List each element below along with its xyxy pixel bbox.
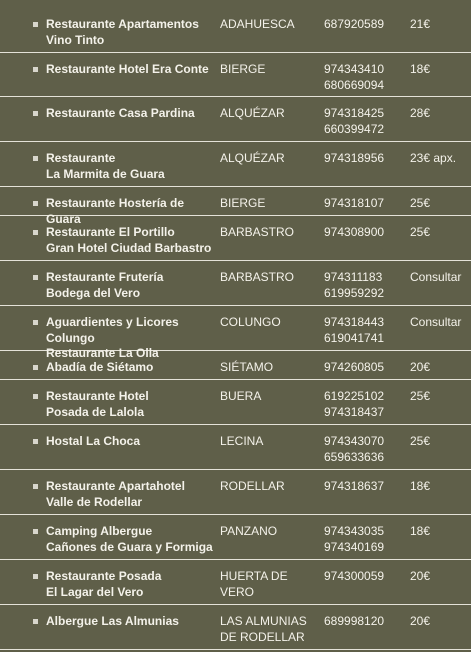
cell-price: 23€ apx. bbox=[410, 151, 457, 165]
cell-town: ALQUÉZAR bbox=[220, 151, 285, 165]
cell-phone: 974318107 bbox=[324, 196, 385, 210]
cell-price: 20€ bbox=[410, 614, 431, 628]
bullet-icon bbox=[33, 529, 38, 534]
table-row bbox=[0, 425, 471, 470]
cell-town: BIERGE bbox=[220, 196, 266, 210]
cell-name: Camping Albergue Cañones de Guara y Formiga bbox=[46, 524, 213, 554]
cell-town: BARBASTRO bbox=[220, 270, 295, 284]
table-row bbox=[0, 261, 471, 306]
cell-price: 20€ bbox=[410, 360, 431, 374]
cell-name: Restaurante Hotel Posada de Lalola bbox=[46, 389, 149, 419]
bullet-icon bbox=[33, 394, 38, 399]
cell-name: Aguardientes y Licores Colungo Restaurante La Olla bbox=[46, 315, 179, 360]
bullet-icon bbox=[33, 574, 38, 579]
cell-name: Restaurante El Portillo Gran Hotel Ciudad Barbastro bbox=[46, 225, 212, 255]
cell-phone: 974318956 bbox=[324, 151, 385, 165]
cell-price: Consultar bbox=[410, 315, 462, 329]
cell-phone: 689998120 bbox=[324, 614, 385, 628]
cell-name: Restaurante Apartahotel Valle de Rodellar bbox=[46, 479, 185, 509]
cell-phone: 974311183 619959292 bbox=[324, 270, 385, 300]
cell-name: Restaurante Frutería Bodega del Vero bbox=[46, 270, 164, 300]
cell-town: BUERA bbox=[220, 389, 262, 403]
cell-town: PANZANO bbox=[220, 524, 278, 538]
table-row bbox=[0, 97, 471, 142]
cell-phone: 974343410 680669094 bbox=[324, 62, 385, 92]
cell-town: ALQUÉZAR bbox=[220, 106, 285, 120]
table-row bbox=[0, 142, 471, 187]
cell-town: ADAHUESCA bbox=[220, 17, 295, 31]
bullet-icon bbox=[33, 439, 38, 444]
cell-phone: 619225102 974318437 bbox=[324, 389, 385, 419]
bullet-icon bbox=[33, 365, 38, 370]
cell-price: 28€ bbox=[410, 106, 431, 120]
cell-name: Albergue Las Almunias bbox=[46, 614, 179, 628]
cell-price: 21€ bbox=[410, 17, 431, 31]
table-row bbox=[0, 605, 471, 650]
table-row bbox=[0, 560, 471, 605]
cell-name: Restaurante La Marmita de Guara bbox=[46, 151, 165, 181]
restaurant-table bbox=[0, 8, 471, 650]
cell-town: LECINA bbox=[220, 434, 264, 448]
cell-name: Restaurante Casa Pardina bbox=[46, 106, 195, 120]
cell-name: Hostal La Choca bbox=[46, 434, 141, 448]
cell-town: BARBASTRO bbox=[220, 225, 295, 239]
cell-name: Restaurante Hotel Era Conte bbox=[46, 62, 209, 76]
table-row bbox=[0, 380, 471, 425]
bullet-icon bbox=[33, 111, 38, 116]
table-row bbox=[0, 53, 471, 97]
cell-price: 25€ bbox=[410, 196, 431, 210]
bullet-icon bbox=[33, 230, 38, 235]
cell-phone: 974300059 bbox=[324, 569, 385, 583]
bullet-icon bbox=[33, 201, 38, 206]
cell-town: SIÉTAMO bbox=[220, 360, 274, 374]
bullet-icon bbox=[33, 619, 38, 624]
cell-town: LAS ALMUNIAS DE RODELLAR bbox=[220, 614, 307, 644]
cell-town: RODELLAR bbox=[220, 479, 285, 493]
cell-price: 20€ bbox=[410, 569, 431, 583]
cell-price: 18€ bbox=[410, 479, 431, 493]
bullet-icon bbox=[33, 67, 38, 72]
cell-town: BIERGE bbox=[220, 62, 266, 76]
table-row bbox=[0, 187, 471, 226]
cell-price: 25€ bbox=[410, 389, 431, 403]
cell-phone: 974318425 660399472 bbox=[324, 106, 385, 136]
bullet-icon bbox=[33, 484, 38, 489]
cell-town: COLUNGO bbox=[220, 315, 281, 329]
cell-name: Restaurante Apartamentos Vino Tinto bbox=[46, 17, 199, 47]
cell-name: Restaurante Hostería de Guara bbox=[46, 196, 185, 226]
bullet-icon bbox=[33, 22, 38, 27]
cell-phone: 974343035 974340169 bbox=[324, 524, 385, 554]
table-row bbox=[0, 306, 471, 360]
table-row bbox=[0, 351, 471, 380]
table-row bbox=[0, 470, 471, 515]
cell-phone: 974308900 bbox=[324, 225, 385, 239]
table-row bbox=[0, 515, 471, 560]
cell-price: Consultar bbox=[410, 270, 462, 284]
table-row bbox=[0, 8, 471, 53]
bullet-icon bbox=[33, 156, 38, 161]
cell-town: HUERTA DE VERO bbox=[220, 569, 288, 599]
cell-price: 25€ bbox=[410, 434, 431, 448]
cell-phone: 974318637 bbox=[324, 479, 385, 493]
cell-name: Abadía de Siétamo bbox=[46, 360, 154, 374]
cell-phone: 974343070 659633636 bbox=[324, 434, 385, 464]
cell-name: Restaurante Posada El Lagar del Vero bbox=[46, 569, 162, 599]
table-row bbox=[0, 216, 471, 261]
bullet-icon bbox=[33, 275, 38, 280]
bullet-icon bbox=[33, 320, 38, 325]
cell-price: 18€ bbox=[410, 524, 431, 538]
cell-phone: 687920589 bbox=[324, 17, 385, 31]
cell-phone: 974318443 619041741 bbox=[324, 315, 385, 345]
cell-price: 25€ bbox=[410, 225, 431, 239]
cell-price: 18€ bbox=[410, 62, 431, 76]
cell-phone: 974260805 bbox=[324, 360, 385, 374]
